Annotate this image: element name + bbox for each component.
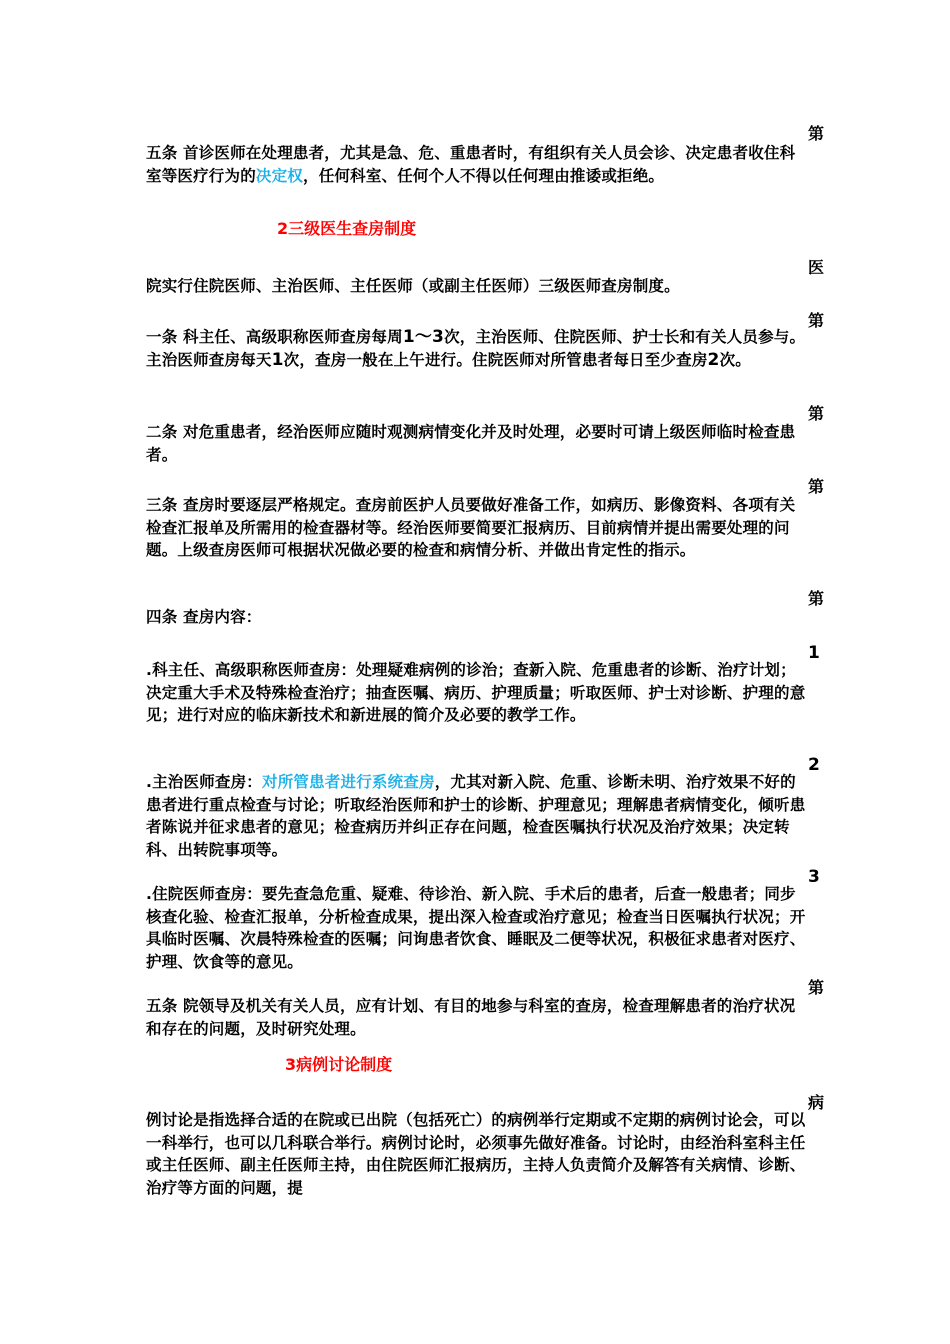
- text-run: 次，主治医师、住院医师、护士长和有关人员参与。主治医师查房每天: [146, 328, 806, 369]
- paragraph-article-1: [146, 326, 806, 371]
- margin-char: 医: [808, 258, 825, 277]
- margin-char: 病: [808, 1093, 825, 1112]
- margin-char: 第: [808, 978, 825, 997]
- heading-number: 3: [285, 1055, 297, 1074]
- paragraph-article-5-first-visit: [146, 142, 806, 187]
- text-run: ，任何科室、任何个人不得以任何理由推诿或拒绝。: [303, 166, 665, 185]
- text-run: 一条 科主任、高级职称医师查房每周: [146, 328, 403, 346]
- text-run: ，尤其对新入院、危重、诊断未明、治疗效果不好的患者进行重点检查与讨论；听取经治医师和护士的诊断、护理意见；理解患者病情变化，倾听患者陈说并征求患者的意见；检查病历并纠正存在问题，检查医嘱执行状况及治疗效果；决定转科、出转院事项等。: [146, 773, 806, 859]
- number-run: 1: [271, 349, 284, 370]
- section-heading-2: [277, 218, 416, 240]
- section-heading-3: [285, 1054, 392, 1076]
- margin-char: 第: [808, 124, 825, 143]
- paragraph-article-2: 二条 对危重患者，经治医师应随时观测病情变化并及时处理，必要时可请上级医师临时检查患者。: [146, 423, 796, 464]
- heading-number: 2: [277, 219, 289, 238]
- margin-char: 第: [808, 404, 825, 423]
- paragraph-article-3: 三条 查房时要逐层严格规定。查房前医护人员要做好准备工作，如病历、影像资料、各项有关检查汇报单及所需用的检查器材等。经治医师要简要汇报病历、目前病情并提出需要处理的问题。上级查房医师可根据状况做必要的检查和病情分析、并做出肯定性的指示。: [146, 496, 796, 559]
- paragraph-item-3: .住院医师查房：要先查急危重、疑难、待诊治、新入院、手术后的患者，后查一般患者；同步核查化验、检查汇报单，分析检查成果，提出深入检查或治疗意见；检查当日医嘱执行状况；开具临时医嘱、次晨特殊检查的医嘱；问询患者饮食、睡眠及二便等状况，积极征求患者对医疗、护理、饮食等的意见。: [146, 885, 806, 971]
- paragraph-item-2: [146, 771, 806, 861]
- paragraph-item-1: .科主任、高级职称医师查房：处理疑难病例的诊治；查新入院、危重患者的诊断、治疗计划；决定重大手术及特殊检查治疗；抽查医嘱、病历、护理质量；听取医师、护士对诊断、护理的意见；进行对应的临床新技术和新进展的简介及必要的教学工作。: [146, 661, 806, 724]
- margin-char: 第: [808, 477, 825, 496]
- margin-number: 3: [808, 867, 820, 887]
- paragraph-article-5-leaders: 五条 院领导及机关有关人员，应有计划、有目的地参与科室的查房，检查理解患者的治疗状况和存在的问题，及时研究处理。: [146, 997, 796, 1038]
- margin-number: 1: [808, 643, 820, 663]
- systematic-rounds-link[interactable]: 对所管患者进行系统查房: [262, 773, 435, 791]
- number-run: 2: [707, 349, 720, 370]
- heading-title: 三级医生查房制度: [288, 219, 417, 238]
- number-run: 1～3: [402, 327, 445, 347]
- margin-number: 2: [808, 755, 820, 775]
- decision-right-link[interactable]: 决定权: [255, 166, 304, 185]
- margin-char: 第: [808, 311, 825, 330]
- text-run: .主治医师查房：: [146, 773, 262, 791]
- paragraph-article-4: 四条 查房内容：: [146, 608, 262, 626]
- text-run: 次，查房一般在上午进行。住院医师对所管患者每日至少查房: [283, 350, 708, 369]
- paragraph-case-discussion: 例讨论是指选择合适的在院或已出院（包括死亡）的病例举行定期或不定期的病例讨论会，可以一科举行，也可以几科联合举行。病例讨论时，必须事先做好准备。讨论时，由经治科室科主任或主任医师、副主任医师主持，由住院医师汇报病历，主持人负责简介及解答有关病情、诊断、治疗等方面的问题，提: [146, 1111, 806, 1197]
- heading-title: 病例讨论制度: [296, 1055, 393, 1074]
- text-run: 五条 首诊医师在处理患者，尤其是急、危、重患者时，有组织有关人员会诊、决定患者收住科室等医疗行为的: [146, 144, 796, 185]
- text-run: 次。: [719, 350, 751, 369]
- margin-char: 第: [808, 589, 825, 608]
- paragraph-intro: 院实行住院医师、主治医师、主任医师（或副主任医师）三级医师查房制度。: [146, 277, 680, 295]
